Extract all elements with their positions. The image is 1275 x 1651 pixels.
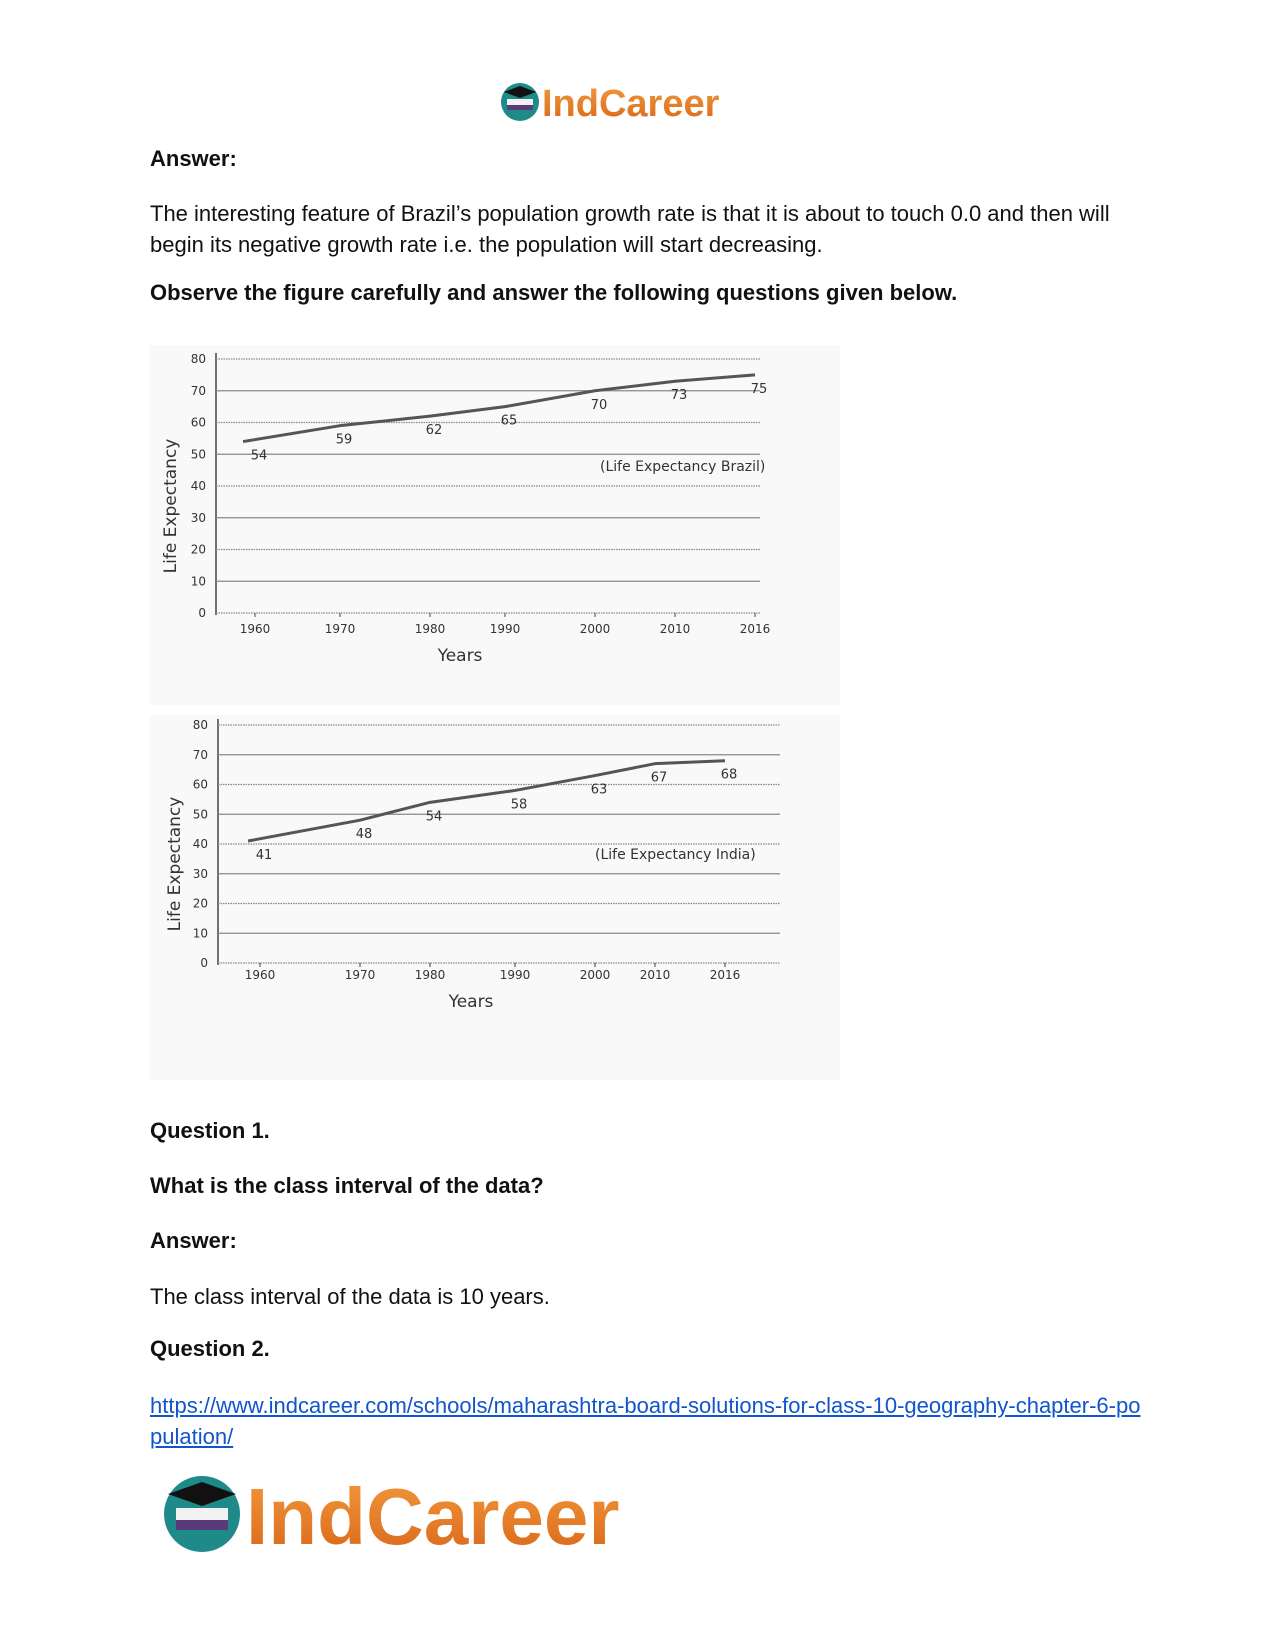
chart-brazil-svg (150, 345, 840, 705)
data-label: 70 (590, 397, 608, 413)
y-tick-label: 10 (190, 574, 206, 589)
series-line (243, 375, 755, 442)
question-1-text: What is the class interval of the data? (150, 1173, 544, 1198)
y-tick-label: 40 (190, 479, 206, 493)
y-tick-label: 80 (190, 352, 206, 366)
data-label: 73 (670, 388, 688, 404)
x-tick-label: 1980 (414, 622, 446, 636)
x-tick-label: 1960 (244, 968, 276, 982)
svg-text:IndCareer: IndCareer (542, 83, 720, 125)
y-tick-label: 50 (192, 807, 208, 822)
x-tick-label: 2016 (739, 622, 771, 636)
x-tick-label: 1980 (414, 968, 446, 982)
y-tick-label: 80 (192, 718, 208, 732)
y-tick-label: 70 (190, 383, 206, 398)
answer-label: Answer: (150, 146, 237, 171)
y-tick-label: 0 (198, 606, 206, 620)
data-label: 48 (355, 827, 373, 843)
legend-label: (Life Expectancy Brazil) (600, 459, 766, 475)
question-1-label: Question 1. (150, 1118, 270, 1143)
chart-india-svg (150, 715, 840, 1080)
data-label: 41 (255, 848, 273, 864)
y-tick-label: 70 (192, 747, 208, 762)
x-tick-label: 2016 (709, 968, 741, 982)
y-tick-label: 60 (192, 777, 208, 792)
y-tick-label: 10 (192, 926, 208, 941)
data-label: 63 (590, 782, 608, 798)
data-label: 67 (650, 770, 668, 786)
svg-text:IndCareer: IndCareer (246, 1472, 620, 1561)
y-tick-label: 60 (190, 415, 206, 430)
legend-label: (Life Expectancy India) (595, 847, 756, 863)
y-tick-label: 20 (190, 542, 206, 557)
x-tick-label: 2010 (639, 968, 671, 982)
question-1-answer: The class interval of the data is 10 years. (150, 1284, 550, 1309)
data-label: 62 (425, 423, 443, 439)
y-tick-label: 30 (192, 866, 208, 881)
source-link[interactable]: https://www.indcareer.com/schools/maharashtra-board-solutions-for-class-10-geography-chapter-6-population/ (150, 1393, 1141, 1449)
y-tick-label: 20 (192, 896, 208, 911)
x-tick-label: 2000 (579, 622, 611, 636)
chart-brazil (150, 345, 840, 705)
y-tick-label: 50 (190, 447, 206, 462)
y-axis-label: Life Expectancy (161, 438, 181, 574)
y-axis-label: Life Expectancy (165, 796, 185, 932)
data-label: 65 (500, 413, 518, 429)
data-label: 68 (720, 767, 738, 783)
x-axis-label: Years (437, 646, 483, 666)
x-tick-label: 1970 (324, 622, 356, 636)
data-label: 54 (425, 809, 443, 825)
x-tick-label: 1970 (344, 968, 376, 982)
chart-india (150, 715, 840, 1080)
data-label: 59 (335, 432, 353, 448)
data-label: 58 (510, 797, 528, 813)
x-tick-label: 2010 (659, 622, 691, 636)
question-2-label: Question 2. (150, 1336, 270, 1361)
x-tick-label: 1990 (499, 968, 531, 982)
x-axis-label: Years (448, 992, 494, 1012)
y-tick-label: 40 (192, 837, 208, 851)
answer-label-2: Answer: (150, 1228, 237, 1253)
indcareer-logo-bottom (160, 1468, 700, 1561)
y-tick-label: 0 (200, 956, 208, 970)
x-tick-label: 1960 (239, 622, 271, 636)
x-tick-label: 2000 (579, 968, 611, 982)
data-label: 75 (750, 381, 768, 397)
instruction-text: Observe the figure carefully and answer the following questions given below. (150, 280, 958, 305)
y-tick-label: 30 (190, 510, 206, 525)
x-tick-label: 1990 (489, 622, 521, 636)
indcareer-logo-top (500, 80, 780, 126)
data-label: 54 (250, 448, 268, 464)
answer-text: The interesting feature of Brazil’s population growth rate is that it is about to touch 0.0 and then will begin its negative growth rate i.e. the population will start decreasing. (150, 201, 1110, 257)
